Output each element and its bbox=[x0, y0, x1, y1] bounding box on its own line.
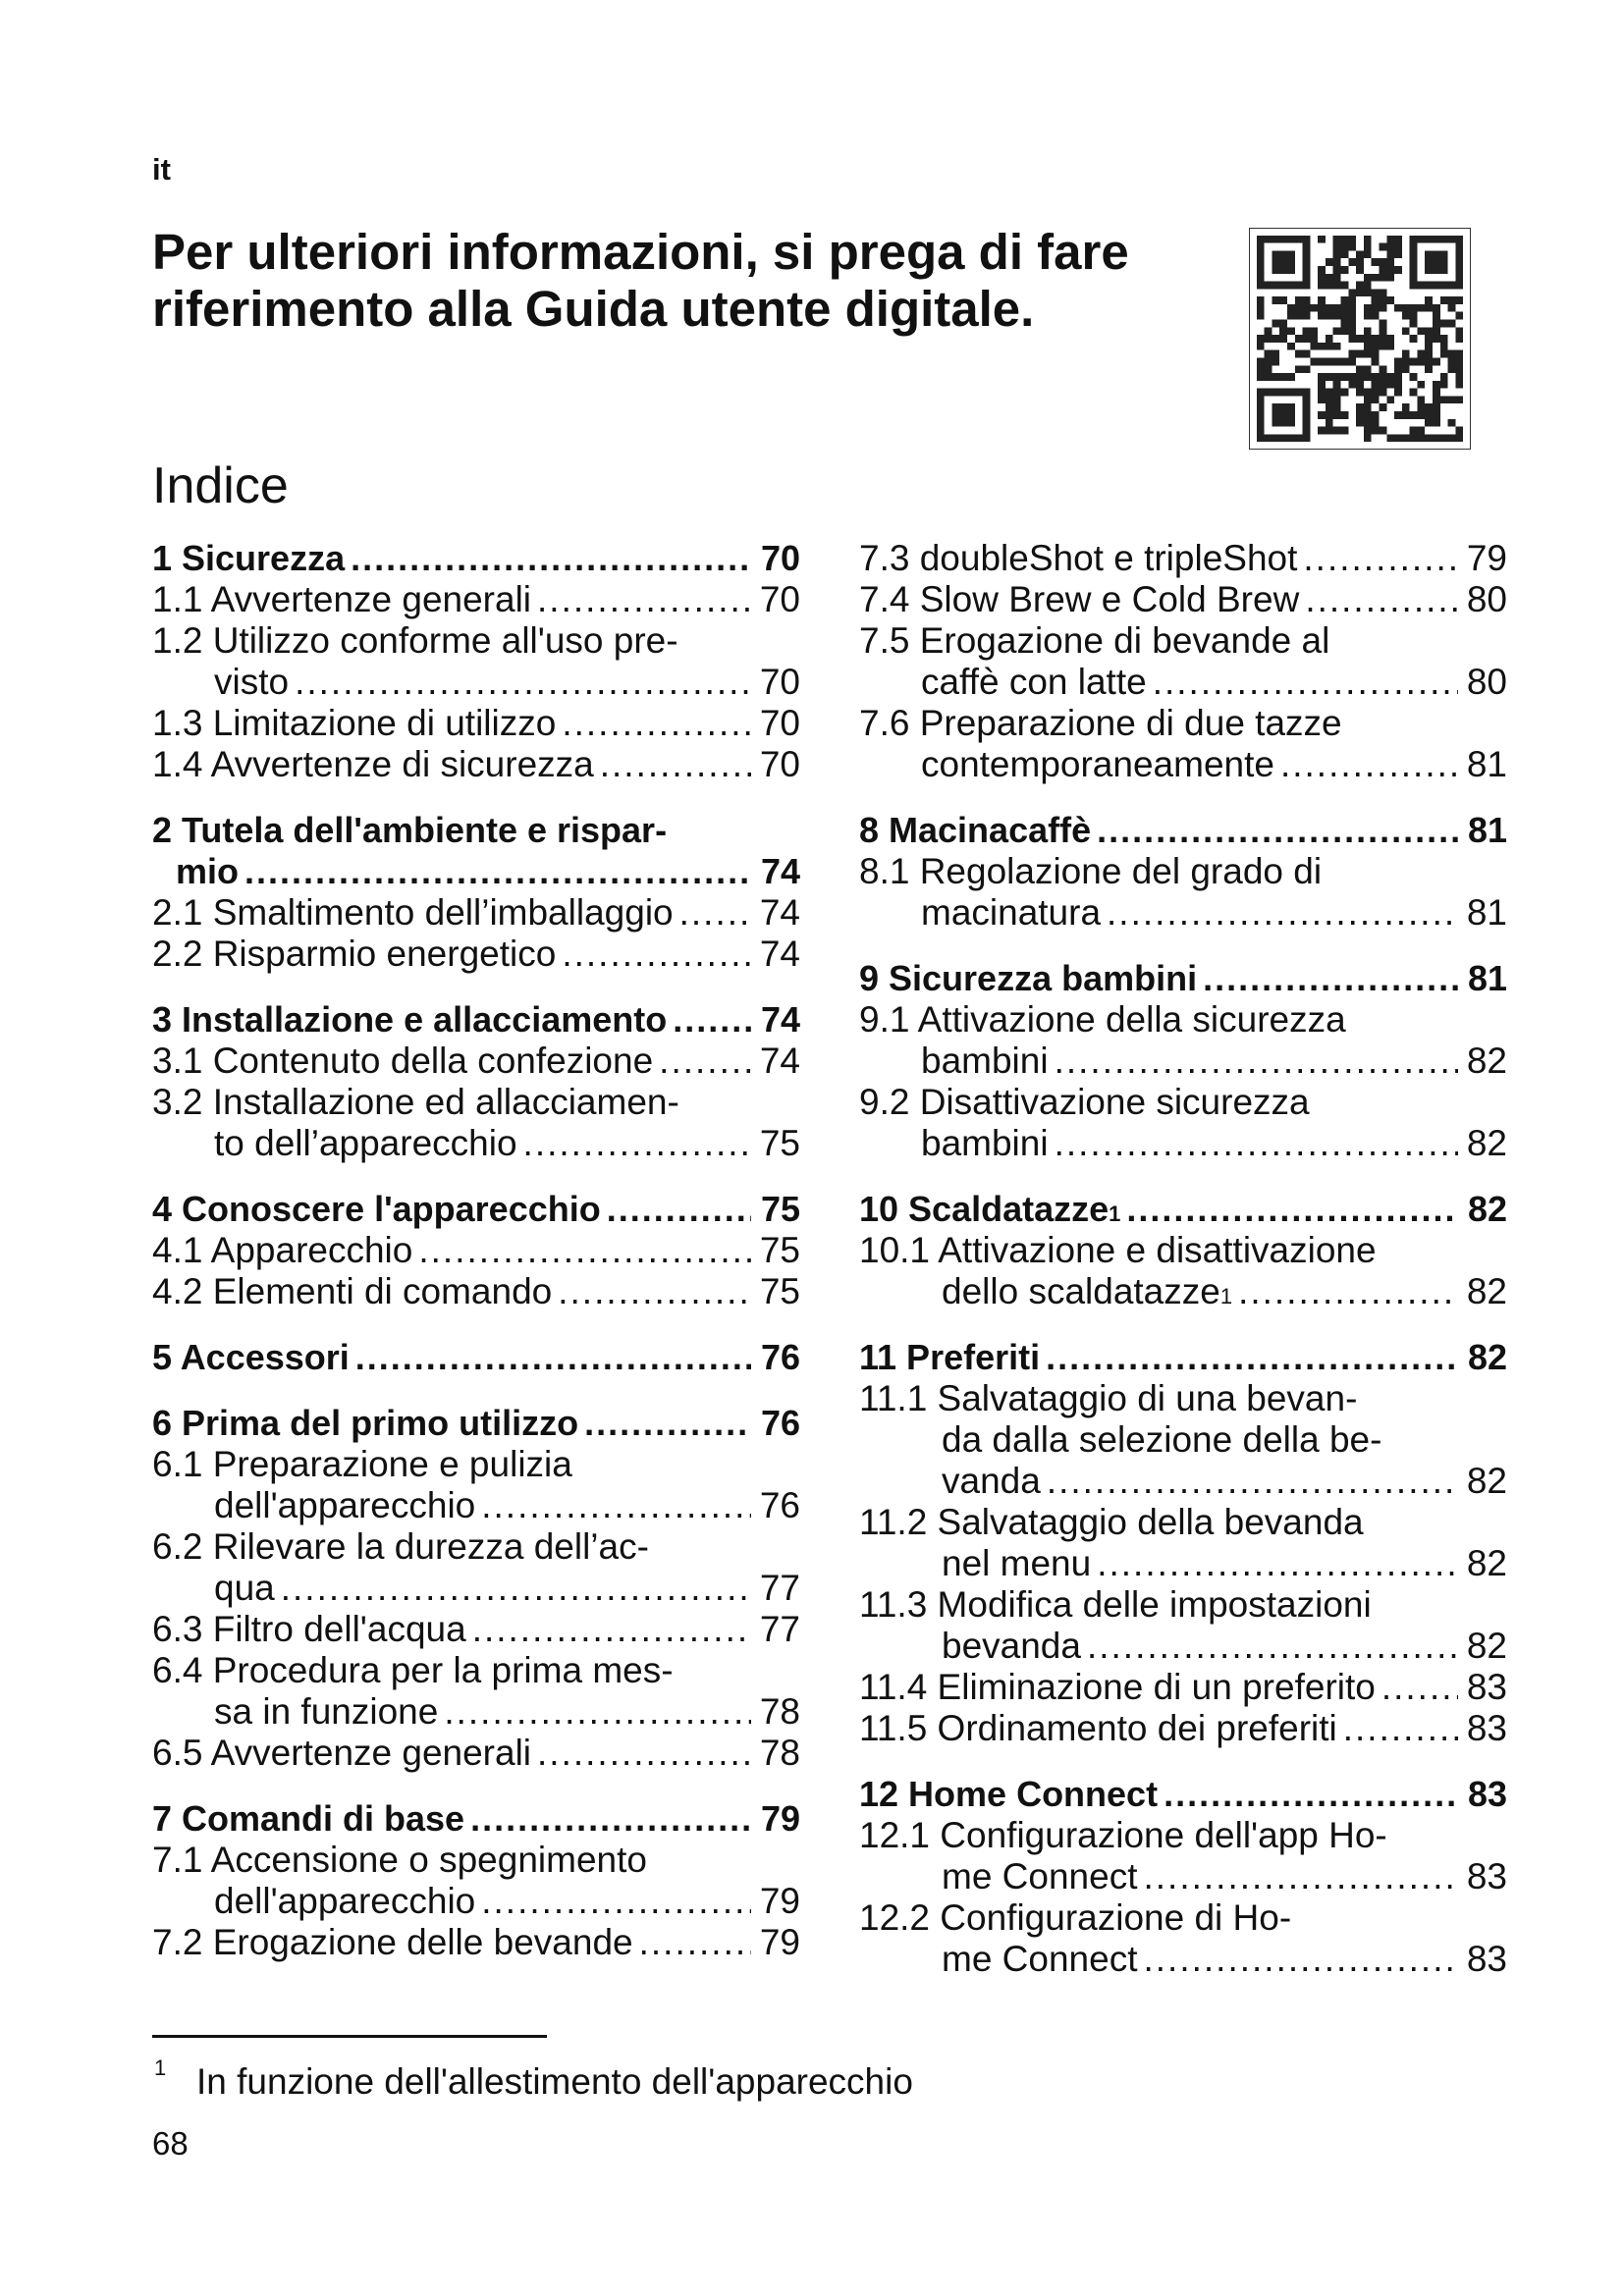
toc-page-number: 70 bbox=[759, 579, 800, 619]
toc-subsection[interactable] bbox=[859, 1708, 1507, 1749]
toc-subsection[interactable] bbox=[859, 1082, 1507, 1164]
toc-page-number: 79 bbox=[1466, 538, 1507, 578]
toc-entry-text: 11.2 Salvataggio della bevanda bbox=[859, 1502, 1364, 1542]
toc-entry-text: visto bbox=[214, 662, 290, 702]
leader-dots bbox=[1097, 1543, 1458, 1584]
toc-page-number: 82 bbox=[1466, 1543, 1507, 1583]
toc-subsection[interactable] bbox=[152, 579, 800, 620]
toc-page-number: 76 bbox=[760, 1337, 800, 1377]
toc-subsection[interactable] bbox=[152, 1041, 800, 1082]
toc-entry-text: 7.1 Accensione o spegnimento bbox=[152, 1840, 647, 1880]
leader-dots bbox=[607, 1189, 751, 1230]
toc-page-number: 83 bbox=[1467, 1774, 1507, 1814]
toc-entry-text: 2.2 Risparmio energetico bbox=[152, 934, 557, 974]
toc-page-number: 79 bbox=[760, 1798, 800, 1839]
toc-subsection[interactable] bbox=[859, 538, 1507, 579]
toc-page-number: 82 bbox=[1466, 1123, 1507, 1163]
toc-subsection[interactable]: 10.1 Attivazione e disattivazione dello scaldatazze 1 ..... 82 bbox=[859, 1230, 1507, 1312]
toc-entry-text: caffè con latte bbox=[921, 662, 1147, 702]
toc-subsection[interactable] bbox=[152, 1733, 800, 1774]
toc-section[interactable] bbox=[152, 1337, 800, 1378]
toc-title: Indice bbox=[152, 457, 289, 514]
toc-subsection[interactable] bbox=[859, 1584, 1507, 1667]
leader-dots bbox=[600, 744, 751, 785]
toc-page-number: 81 bbox=[1466, 892, 1507, 933]
toc-page-number: 82 bbox=[1467, 1189, 1507, 1229]
toc-entry-text: da dalla selezione della be- bbox=[942, 1419, 1382, 1460]
toc-entry-text: 7 Comandi di base bbox=[152, 1798, 465, 1839]
toc-entry-text: 6.4 Procedura per la prima mes- bbox=[152, 1650, 674, 1690]
toc-entry-text: 12 Home Connect bbox=[859, 1774, 1159, 1814]
toc-section[interactable]: 10 Scaldatazze 1 ..... 82 bbox=[859, 1189, 1507, 1230]
headline: Per ulteriori informazioni, si prega di fare riferimento alla Guida utente digitale. bbox=[152, 224, 1129, 337]
leader-dots bbox=[481, 1881, 751, 1922]
toc-entry-text: 4.2 Elementi di comando bbox=[152, 1271, 553, 1311]
toc-subsection[interactable] bbox=[859, 999, 1507, 1082]
leader-dots bbox=[562, 934, 751, 975]
toc-entry-text: 6 Prima del primo utilizzo bbox=[152, 1403, 579, 1443]
toc-entry-text: 7.4 Slow Brew e Cold Brew bbox=[859, 579, 1300, 619]
toc-entry-text: macinatura bbox=[921, 892, 1102, 933]
toc-subsection[interactable] bbox=[859, 1815, 1507, 1897]
toc-entry-text: nel menu bbox=[942, 1543, 1092, 1583]
toc-page-number: 75 bbox=[759, 1230, 800, 1270]
toc-page-number: 78 bbox=[759, 1733, 800, 1773]
toc-entry-text: 3.2 Installazione ed allacciamen- bbox=[152, 1082, 679, 1122]
footnote-text: In funzione dell'allestimento dell'apparecchio bbox=[196, 2061, 913, 2102]
leader-dots bbox=[1144, 1939, 1459, 1980]
toc-entry-text: 5 Accessori bbox=[152, 1337, 350, 1377]
leader-dots bbox=[673, 999, 751, 1041]
toc-entry-text: dell'apparecchio bbox=[214, 1485, 476, 1525]
toc-entry-text: 11.1 Salvataggio di una bevan- bbox=[859, 1378, 1358, 1418]
leader-dots bbox=[470, 1798, 751, 1840]
toc-column-right bbox=[859, 538, 1507, 1980]
leader-dots bbox=[244, 851, 751, 892]
toc-entry-text: 2.1 Smaltimento dell’imballaggio bbox=[152, 892, 674, 933]
toc-page-number: 82 bbox=[1466, 1041, 1507, 1081]
toc-section[interactable] bbox=[859, 1337, 1507, 1378]
toc-section[interactable] bbox=[859, 1774, 1507, 1815]
leader-dots bbox=[418, 1230, 751, 1271]
toc-page-number: 75 bbox=[759, 1271, 800, 1311]
toc-page-number: 74 bbox=[759, 1041, 800, 1081]
toc-entry-text: 1.1 Avvertenze generali bbox=[152, 579, 532, 619]
leader-dots bbox=[1107, 892, 1458, 934]
toc-subsection[interactable] bbox=[859, 851, 1507, 934]
toc-entry-text: mio bbox=[176, 851, 240, 891]
leader-dots bbox=[558, 1271, 751, 1312]
toc-subsection[interactable] bbox=[152, 1609, 800, 1650]
toc-entry-text: 6.5 Avvertenze generali bbox=[152, 1733, 532, 1773]
toc-subsection[interactable] bbox=[152, 1922, 800, 1963]
toc-section[interactable] bbox=[152, 810, 800, 892]
toc-page-number: 82 bbox=[1467, 1337, 1507, 1377]
toc-entry-text: dell'apparecchio bbox=[214, 1881, 476, 1921]
toc-page-number: 82 bbox=[1466, 1626, 1507, 1666]
toc-subsection[interactable] bbox=[152, 703, 800, 744]
toc-subsection[interactable] bbox=[152, 1650, 800, 1733]
leader-dots bbox=[1055, 1041, 1458, 1082]
toc-subsection[interactable] bbox=[859, 620, 1507, 703]
toc-entry-text: bevanda bbox=[942, 1626, 1081, 1666]
toc-subsection[interactable] bbox=[152, 1526, 800, 1609]
leader-dots bbox=[1305, 579, 1458, 620]
toc-entry-text: 9.2 Disattivazione sicurezza bbox=[859, 1082, 1310, 1122]
toc-page-number: 83 bbox=[1466, 1667, 1507, 1707]
toc-entry-text: 11.4 Eliminazione di un preferito bbox=[859, 1667, 1376, 1707]
leader-dots bbox=[1303, 538, 1458, 579]
toc-section[interactable] bbox=[152, 1189, 800, 1230]
toc-page-number: 81 bbox=[1466, 744, 1507, 784]
toc-column-left bbox=[152, 538, 800, 1963]
leader-dots bbox=[444, 1691, 751, 1733]
leader-dots bbox=[584, 1403, 751, 1444]
toc-page-number: 78 bbox=[759, 1691, 800, 1732]
toc-entry-text: 12.2 Configurazione di Ho- bbox=[859, 1897, 1292, 1938]
leader-dots bbox=[562, 703, 751, 744]
toc-page-number: 75 bbox=[759, 1123, 800, 1163]
leader-dots bbox=[355, 1337, 751, 1378]
leader-dots bbox=[351, 538, 751, 579]
toc-entry-text: 4.1 Apparecchio bbox=[152, 1230, 413, 1270]
toc-subsection[interactable] bbox=[859, 1502, 1507, 1584]
toc-entry-text: 1 Sicurezza bbox=[152, 538, 346, 578]
toc-page-number: 77 bbox=[759, 1568, 800, 1608]
language-tag: it bbox=[152, 152, 171, 187]
qr-code bbox=[1249, 228, 1471, 450]
toc-page-number: 81 bbox=[1467, 810, 1507, 850]
toc-page-number: 74 bbox=[759, 934, 800, 974]
toc-subsection[interactable] bbox=[859, 579, 1507, 620]
toc-subsection[interactable] bbox=[859, 703, 1507, 785]
toc-entry-text: 11.5 Ordinamento dei preferiti bbox=[859, 1708, 1337, 1748]
toc-entry-text: 1.2 Utilizzo conforme all'uso pre- bbox=[152, 620, 678, 661]
leader-dots bbox=[523, 1123, 751, 1164]
leader-dots bbox=[537, 1733, 751, 1774]
toc-entry-text: 8.1 Regolazione del grado di bbox=[859, 851, 1323, 891]
footnote-rule bbox=[152, 2035, 547, 2038]
toc-page-number: 74 bbox=[759, 892, 800, 933]
toc-section[interactable] bbox=[152, 999, 800, 1041]
toc-subsection[interactable] bbox=[152, 892, 800, 934]
leader-dots bbox=[1087, 1626, 1458, 1667]
toc-page-number: 70 bbox=[759, 703, 800, 743]
toc-entry-text: 6.3 Filtro dell'acqua bbox=[152, 1609, 466, 1649]
toc-entry-text: 1.3 Limitazione di utilizzo bbox=[152, 703, 557, 743]
toc-entry-text: 7.6 Preparazione di due tazze bbox=[859, 703, 1342, 743]
leader-dots bbox=[1343, 1708, 1458, 1749]
toc-entry-text: 4 Conoscere l'apparecchio bbox=[152, 1189, 601, 1229]
toc-subsection[interactable] bbox=[859, 1378, 1507, 1502]
leader-dots bbox=[1126, 1189, 1458, 1230]
toc-page-number: 75 bbox=[760, 1189, 800, 1229]
toc-entry-text: 7.2 Erogazione delle bevande bbox=[152, 1922, 633, 1962]
toc-page-number: 83 bbox=[1466, 1939, 1507, 1979]
toc-entry-text: dello scaldatazze bbox=[942, 1271, 1220, 1311]
toc-page-number: 76 bbox=[759, 1485, 800, 1525]
leader-dots bbox=[1238, 1271, 1458, 1312]
toc-page-number: 83 bbox=[1466, 1856, 1507, 1896]
leader-dots bbox=[659, 1041, 751, 1082]
toc-subsection[interactable] bbox=[152, 1230, 800, 1271]
leader-dots bbox=[472, 1609, 751, 1650]
leader-dots bbox=[1381, 1667, 1458, 1708]
leader-dots bbox=[1144, 1856, 1459, 1897]
leader-dots bbox=[1097, 810, 1458, 851]
toc-entry-text: 9 Sicurezza bambini bbox=[859, 958, 1198, 998]
toc-section[interactable] bbox=[152, 538, 800, 579]
toc-subsection[interactable] bbox=[152, 1082, 800, 1164]
page-number: 68 bbox=[152, 2125, 189, 2162]
toc-page-number: 70 bbox=[760, 538, 800, 578]
leader-dots bbox=[639, 1922, 751, 1963]
toc-subsection[interactable] bbox=[859, 1667, 1507, 1708]
toc-page-number: 76 bbox=[760, 1403, 800, 1443]
leader-dots bbox=[1047, 1461, 1458, 1502]
leader-dots bbox=[1164, 1774, 1458, 1815]
toc-entry-text: me Connect bbox=[942, 1856, 1138, 1896]
toc-page-number: 80 bbox=[1466, 579, 1507, 619]
toc-page-number: 74 bbox=[760, 999, 800, 1040]
toc-section[interactable] bbox=[859, 958, 1507, 999]
toc-entry-text: 3.1 Contenuto della confezione bbox=[152, 1041, 654, 1081]
toc-entry-text: qua bbox=[214, 1568, 275, 1608]
leader-dots bbox=[481, 1485, 751, 1526]
toc-entry-text: sa in funzione bbox=[214, 1691, 439, 1732]
toc-subsection[interactable] bbox=[152, 1840, 800, 1922]
toc-section[interactable] bbox=[152, 1403, 800, 1444]
leader-dots bbox=[1055, 1123, 1458, 1164]
toc-section[interactable] bbox=[859, 810, 1507, 851]
leader-dots bbox=[1280, 744, 1458, 785]
toc-subsection[interactable] bbox=[152, 744, 800, 785]
footnote-mark: 1 bbox=[154, 2056, 167, 2080]
leader-dots bbox=[295, 662, 751, 703]
leader-dots bbox=[679, 892, 751, 934]
toc-entry-text: to dell’apparecchio bbox=[214, 1123, 517, 1163]
toc-entry-text: 11.3 Modifica delle impostazioni bbox=[859, 1584, 1372, 1625]
toc-entry-text: 9.1 Attivazione della sicurezza bbox=[859, 999, 1346, 1040]
toc-page-number: 82 bbox=[1466, 1271, 1507, 1311]
toc-section[interactable] bbox=[152, 1798, 800, 1840]
leader-dots bbox=[1046, 1337, 1458, 1378]
toc-entry-text: 8 Macinacaffè bbox=[859, 810, 1092, 850]
toc-page-number: 79 bbox=[759, 1881, 800, 1921]
leader-dots bbox=[1153, 662, 1458, 703]
toc-entry-text: contemporaneamente bbox=[921, 744, 1274, 784]
toc-subsection[interactable] bbox=[152, 1444, 800, 1526]
toc-entry-text: 10 Scaldatazze bbox=[859, 1189, 1110, 1229]
toc-page-number: 83 bbox=[1466, 1708, 1507, 1748]
toc-page-number: 70 bbox=[759, 662, 800, 702]
toc-entry-text: 6.1 Preparazione e pulizia bbox=[152, 1444, 572, 1484]
toc-entry-text: 2 Tutela dell'ambiente e rispar- bbox=[152, 810, 668, 850]
toc-page-number: 74 bbox=[760, 851, 800, 891]
toc-entry-text: 6.2 Rilevare la durezza dell’ac- bbox=[152, 1526, 649, 1567]
toc-entry-text: 10.1 Attivazione e disattivazione bbox=[859, 1230, 1377, 1270]
toc-page-number: 82 bbox=[1466, 1461, 1507, 1501]
toc-entry-text: 7.5 Erogazione di bevande al bbox=[859, 620, 1330, 661]
toc-page-number: 81 bbox=[1467, 958, 1507, 998]
leader-dots bbox=[1203, 958, 1458, 999]
leader-dots bbox=[281, 1568, 751, 1609]
toc-entry-text: 1.4 Avvertenze di sicurezza bbox=[152, 744, 594, 784]
toc-entry-text: 3 Installazione e allacciamento bbox=[152, 999, 668, 1040]
toc-entry-text: 12.1 Configurazione dell'app Ho- bbox=[859, 1815, 1387, 1855]
toc-entry-text: bambini bbox=[921, 1123, 1049, 1163]
toc-subsection[interactable] bbox=[152, 934, 800, 975]
toc-entry-text: 7.3 doubleShot e tripleShot bbox=[859, 538, 1298, 578]
toc-entry-text: 11 Preferiti bbox=[859, 1337, 1041, 1377]
toc-subsection[interactable] bbox=[152, 1271, 800, 1312]
toc-entry-text: vanda bbox=[942, 1461, 1041, 1501]
toc-page-number: 77 bbox=[759, 1609, 800, 1649]
toc-page-number: 79 bbox=[759, 1922, 800, 1962]
toc-subsection[interactable] bbox=[152, 620, 800, 703]
toc-subsection[interactable] bbox=[859, 1897, 1507, 1980]
toc-page-number: 80 bbox=[1466, 662, 1507, 702]
toc-entry-text: me Connect bbox=[942, 1939, 1138, 1979]
toc-entry-text: bambini bbox=[921, 1041, 1049, 1081]
toc-page-number: 70 bbox=[759, 744, 800, 784]
leader-dots bbox=[537, 579, 751, 620]
